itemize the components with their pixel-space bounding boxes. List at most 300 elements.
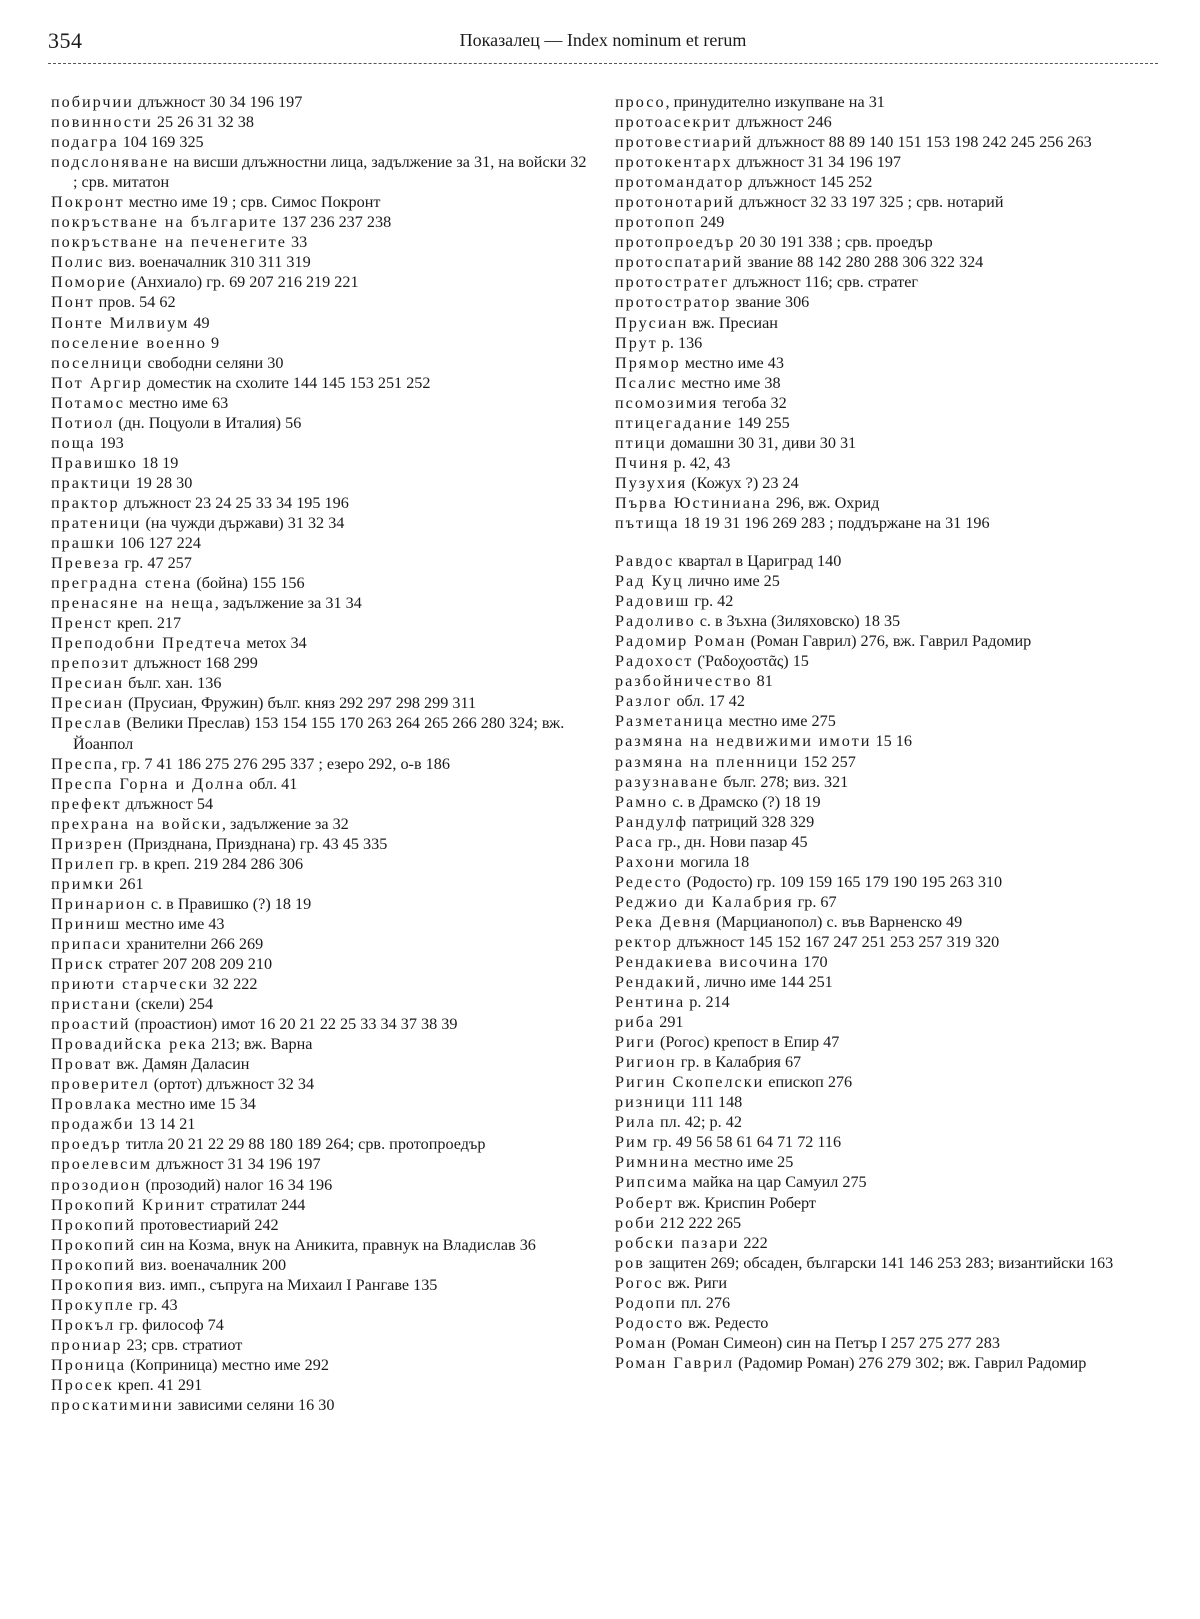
index-references: длъжност 31 34 196 197 bbox=[152, 1155, 321, 1174]
index-entry bbox=[51, 1014, 591, 1034]
index-entry bbox=[615, 453, 1155, 473]
index-headword: Понте Милвиум bbox=[51, 313, 190, 332]
index-headword: псомозимия bbox=[615, 393, 719, 412]
index-headword: Радоливо bbox=[615, 612, 696, 631]
index-headword: Прокопия bbox=[51, 1275, 135, 1294]
index-headword: Призрен bbox=[51, 834, 124, 853]
index-entry bbox=[615, 1032, 1155, 1052]
index-references: гр. в креп. 219 284 286 306 bbox=[115, 854, 304, 873]
index-references: (прозодий) налог 16 34 196 bbox=[141, 1175, 333, 1194]
index-references: р. 42, 43 bbox=[669, 453, 731, 472]
index-headword: Рендакиева височина bbox=[615, 952, 800, 971]
index-references: стратег 207 208 209 210 bbox=[104, 955, 273, 974]
index-entry bbox=[615, 353, 1155, 373]
index-headword: Проват bbox=[51, 1055, 113, 1074]
index-references: местно име 19 ; срв. Симос Покронт bbox=[124, 193, 381, 212]
index-entry bbox=[51, 1034, 591, 1054]
index-entry bbox=[51, 874, 591, 894]
index-entry bbox=[615, 1132, 1155, 1152]
index-entry bbox=[51, 974, 591, 994]
index-headword: прашки bbox=[51, 534, 116, 553]
index-headword: поселници bbox=[51, 353, 144, 372]
index-entry bbox=[615, 1333, 1155, 1353]
index-entry bbox=[51, 212, 591, 232]
index-headword: Роман bbox=[615, 1333, 668, 1352]
index-references: местно име 25 bbox=[690, 1153, 794, 1172]
index-headword: протомандатор bbox=[615, 173, 745, 192]
index-entry bbox=[615, 373, 1155, 393]
index-entry bbox=[51, 453, 591, 473]
index-headword: пристани bbox=[51, 995, 132, 1014]
index-references: 32 222 bbox=[208, 975, 258, 994]
index-entry bbox=[51, 754, 591, 774]
index-references: 296, вж. Охрид bbox=[771, 493, 880, 512]
index-headword: Рогос bbox=[615, 1273, 664, 1292]
index-entry bbox=[615, 671, 1155, 691]
index-entry bbox=[615, 292, 1155, 312]
index-headword: протокентарх bbox=[615, 153, 733, 172]
index-entry bbox=[51, 272, 591, 292]
index-entry bbox=[51, 1114, 591, 1134]
index-entry bbox=[615, 413, 1155, 433]
index-references: гр., дн. Нови пазар 45 bbox=[653, 832, 808, 851]
index-entry bbox=[615, 691, 1155, 711]
index-references: местно име 38 bbox=[677, 373, 781, 392]
index-entry bbox=[51, 1295, 591, 1315]
index-headword: Риги bbox=[615, 1033, 656, 1052]
index-references: зависими селяни 16 30 bbox=[173, 1396, 335, 1415]
index-headword: Полис bbox=[51, 253, 105, 272]
index-entry bbox=[615, 912, 1155, 932]
index-entry bbox=[51, 232, 591, 252]
index-headword: Прокупле bbox=[51, 1295, 135, 1314]
index-references: 170 bbox=[799, 952, 828, 971]
index-headword: протоасекрит bbox=[615, 113, 733, 132]
header-rule bbox=[48, 63, 1158, 64]
index-headword: Потамос bbox=[51, 393, 125, 412]
index-references: местно име 275 bbox=[724, 712, 836, 731]
index-headword: проскатимини bbox=[51, 1396, 174, 1415]
index-entry bbox=[615, 112, 1155, 132]
index-references: стратилат 244 bbox=[206, 1195, 306, 1214]
index-headword: Рад Куц bbox=[615, 572, 684, 591]
index-references: креп. 41 291 bbox=[113, 1376, 203, 1394]
index-references: (бойна) 155 156 bbox=[192, 574, 305, 593]
index-entry bbox=[615, 1353, 1155, 1373]
index-entry bbox=[51, 513, 591, 533]
index-references: , задължение за 32 bbox=[221, 814, 349, 833]
index-entry bbox=[615, 1172, 1155, 1192]
index-references: доместик на схолите 144 145 153 251 252 bbox=[142, 373, 431, 392]
index-references: длъжност 23 24 25 33 34 195 196 bbox=[119, 493, 349, 512]
index-headword: продажби bbox=[51, 1115, 135, 1134]
index-entry bbox=[51, 814, 591, 834]
index-references: (ортот) длъжност 32 34 bbox=[149, 1075, 315, 1094]
index-headword: проверител bbox=[51, 1075, 150, 1094]
index-entry bbox=[615, 872, 1155, 892]
index-headword: ректор bbox=[615, 932, 673, 951]
index-entry bbox=[615, 1072, 1155, 1092]
index-references: протовестиарий 242 bbox=[136, 1215, 279, 1234]
index-headword: Раса bbox=[615, 832, 654, 851]
index-headword: Псалис bbox=[615, 373, 678, 392]
index-entry bbox=[615, 792, 1155, 812]
index-entry bbox=[51, 473, 591, 493]
index-headword: поселение военно bbox=[51, 333, 207, 352]
index-headword: Рентина bbox=[615, 993, 686, 1012]
index-references: (проастион) имот 16 20 21 22 25 33 34 37 38 39 bbox=[130, 1015, 458, 1034]
index-entry bbox=[615, 1112, 1155, 1132]
index-entry bbox=[51, 613, 591, 633]
index-references: защитен 269; обсаден, български 141 146 253 283; византийски 163 bbox=[644, 1253, 1114, 1272]
index-entry bbox=[51, 673, 591, 693]
index-headword: преградна стена bbox=[51, 574, 193, 593]
index-references: домашни 30 31, диви 30 31 bbox=[666, 433, 857, 452]
index-headword: Преслав bbox=[51, 714, 123, 733]
index-headword: Радомир Роман bbox=[615, 632, 747, 651]
index-headword: Превеза bbox=[51, 554, 121, 573]
index-entry bbox=[51, 1335, 591, 1355]
index-entry bbox=[615, 852, 1155, 872]
index-headword: Преспа bbox=[51, 754, 114, 773]
index-headword: прониар bbox=[51, 1335, 123, 1354]
index-references: 149 255 bbox=[733, 413, 790, 432]
index-headword: побирчии bbox=[51, 93, 134, 111]
index-headword: проедър bbox=[51, 1135, 122, 1154]
index-entry bbox=[615, 1293, 1155, 1313]
index-references: пл. 42; р. 42 bbox=[655, 1113, 742, 1132]
index-entry bbox=[615, 132, 1155, 152]
index-references: 152 257 bbox=[799, 752, 856, 771]
index-entry bbox=[615, 92, 1155, 112]
index-headword: припаси bbox=[51, 934, 123, 953]
index-headword: практици bbox=[51, 473, 132, 492]
index-headword: Прямор bbox=[615, 353, 681, 372]
index-references: тегоба 32 bbox=[718, 393, 787, 412]
index-references: 15 16 bbox=[871, 732, 912, 751]
index-references: длъжност 31 34 196 197 bbox=[732, 153, 902, 172]
index-entry bbox=[51, 1094, 591, 1114]
index-references: длъжност 32 33 197 325 ; срв. нотарий bbox=[735, 193, 1004, 212]
index-entry bbox=[51, 1054, 591, 1074]
index-entry bbox=[51, 1134, 591, 1154]
index-entry bbox=[615, 1052, 1155, 1072]
index-references: пров. 54 62 bbox=[94, 293, 176, 312]
index-headword: проастий bbox=[51, 1015, 131, 1034]
index-references: 222 bbox=[739, 1233, 768, 1252]
index-entry bbox=[51, 353, 591, 373]
index-headword: Ригион bbox=[615, 1053, 677, 1072]
index-entry bbox=[615, 571, 1155, 591]
index-entry bbox=[615, 651, 1155, 671]
index-entry bbox=[51, 393, 591, 413]
index-entry bbox=[51, 132, 591, 152]
index-references: 23; срв. стратиот bbox=[122, 1335, 243, 1354]
index-headword: Роберт bbox=[615, 1193, 674, 1212]
index-references: вж. Редесто bbox=[684, 1313, 769, 1332]
index-headword: протопроедър bbox=[615, 233, 736, 252]
index-headword: разузнаване bbox=[615, 772, 720, 791]
index-references: (Роман Симеон) син на Петър I 257 275 277 283 bbox=[667, 1333, 1000, 1352]
index-entry bbox=[615, 1152, 1155, 1172]
index-entry bbox=[51, 1215, 591, 1235]
index-headword: Провадийска река bbox=[51, 1035, 208, 1054]
index-headword: Приниш bbox=[51, 914, 122, 933]
index-entry bbox=[615, 551, 1155, 571]
index-headword: протостратор bbox=[615, 293, 732, 312]
index-headword: Роман Гаврил bbox=[615, 1353, 735, 1372]
index-headword: Провлака bbox=[51, 1095, 133, 1114]
index-entry bbox=[51, 914, 591, 934]
index-references: длъжност 116; срв. стратег bbox=[729, 273, 919, 292]
index-headword: протопоп bbox=[615, 213, 697, 232]
index-references: гр. 42 bbox=[690, 592, 734, 611]
index-headword: Римнина bbox=[615, 1153, 691, 1172]
index-entry bbox=[51, 333, 591, 353]
index-references: хранителни 266 269 bbox=[122, 934, 264, 953]
index-entry bbox=[51, 1315, 591, 1335]
index-references: р. 136 bbox=[657, 333, 703, 352]
index-references: бълг. хан. 136 bbox=[124, 674, 222, 693]
index-references: длъжност 246 bbox=[732, 113, 832, 132]
index-headword: просо bbox=[615, 93, 666, 111]
index-headword: Рим bbox=[615, 1133, 649, 1152]
index-headword: протовестиарий bbox=[615, 133, 754, 152]
index-entry bbox=[51, 653, 591, 673]
index-references: 33 bbox=[286, 233, 308, 252]
index-entry bbox=[51, 252, 591, 272]
index-column-left bbox=[51, 92, 591, 1415]
index-references: вж. Пресиан bbox=[688, 313, 778, 332]
index-entry bbox=[51, 112, 591, 132]
index-entry bbox=[51, 1255, 591, 1275]
index-headword: Рила bbox=[615, 1113, 656, 1132]
index-references: (Роман Гаврил) 276, вж. Гаврил Радомир bbox=[746, 632, 1032, 651]
index-headword: Рахони bbox=[615, 852, 677, 871]
index-headword: пътища bbox=[615, 513, 680, 532]
index-references: обл. 41 bbox=[245, 774, 298, 793]
index-entry bbox=[615, 252, 1155, 272]
index-references: вж. Риги bbox=[663, 1273, 728, 1292]
index-references: местно име 63 bbox=[124, 393, 229, 412]
index-headword: подслоняване bbox=[51, 153, 170, 172]
index-headword: Прокъл bbox=[51, 1315, 116, 1334]
index-entry bbox=[51, 373, 591, 393]
index-references: длъжност 88 89 140 151 153 198 242 245 256 263 bbox=[753, 133, 1092, 152]
index-entry bbox=[615, 473, 1155, 493]
index-headword: Родосто bbox=[615, 1313, 685, 1332]
index-headword: Равдос bbox=[615, 552, 675, 571]
index-references: 137 236 237 238 bbox=[277, 213, 392, 232]
index-references: майка на цар Самуил 275 bbox=[688, 1173, 867, 1192]
index-entry bbox=[615, 172, 1155, 192]
index-references: (Родосто) гр. 109 159 165 179 190 195 263 310 bbox=[682, 872, 1003, 891]
index-entry bbox=[51, 1195, 591, 1215]
index-references: виз. военачалник 200 bbox=[136, 1255, 287, 1274]
index-entry bbox=[51, 152, 591, 192]
index-headword: Реджио ди Калабрия bbox=[615, 892, 794, 911]
index-references: гр. в Калабрия 67 bbox=[676, 1053, 802, 1072]
index-references: 111 148 bbox=[686, 1093, 743, 1112]
index-references: (Кожух ?) 23 24 bbox=[687, 473, 799, 492]
index-headword: прехрана на войски bbox=[51, 814, 222, 833]
index-references: 19 28 30 bbox=[131, 473, 193, 492]
index-entry bbox=[615, 272, 1155, 292]
index-headword: Прут bbox=[615, 333, 658, 352]
index-headword: Разметаница bbox=[615, 712, 725, 731]
index-entry bbox=[51, 413, 591, 433]
index-headword: Радохост bbox=[615, 652, 694, 671]
index-entry bbox=[51, 533, 591, 553]
index-references: (Коприница) местно име 292 bbox=[126, 1355, 329, 1374]
index-entry bbox=[615, 892, 1155, 912]
index-entry bbox=[51, 794, 591, 814]
index-references: , лично име 144 251 bbox=[696, 973, 833, 992]
index-entry bbox=[51, 854, 591, 874]
index-entry bbox=[51, 713, 591, 753]
index-headword: птици bbox=[615, 433, 667, 452]
index-entry bbox=[51, 1235, 591, 1255]
index-entry bbox=[51, 1074, 591, 1094]
index-headword: Разлог bbox=[615, 692, 673, 711]
index-references: лично име 25 bbox=[683, 572, 780, 591]
index-references: местно име 43 bbox=[680, 353, 784, 372]
index-references: 18 19 31 196 269 283 ; поддържане на 31 196 bbox=[679, 513, 990, 532]
index-headword: Принарион bbox=[51, 894, 147, 913]
index-references: 106 127 224 bbox=[115, 534, 201, 553]
index-references: могила 18 bbox=[676, 852, 750, 871]
index-entry bbox=[615, 393, 1155, 413]
index-headword: Прусиан bbox=[615, 313, 689, 332]
index-headword: Понт bbox=[51, 293, 95, 312]
index-entry bbox=[615, 433, 1155, 453]
index-entry bbox=[51, 1154, 591, 1174]
index-headword: размяна на недвижими имоти bbox=[615, 732, 872, 751]
index-headword: Река Девня bbox=[615, 912, 713, 931]
index-references: 20 30 191 338 ; срв. проедър bbox=[735, 233, 933, 252]
index-headword: робски пазари bbox=[615, 1233, 740, 1252]
index-entry bbox=[615, 731, 1155, 751]
index-headword: Просек bbox=[51, 1376, 114, 1394]
index-headword: протоспатарий bbox=[615, 253, 744, 272]
index-references: р. 214 bbox=[685, 993, 730, 1012]
index-references: с. в Зъхна (Зиляховско) 18 35 bbox=[695, 612, 901, 631]
index-headword: Редесто bbox=[615, 872, 683, 891]
index-references: 261 bbox=[115, 874, 144, 893]
index-references: , задължение за 31 34 bbox=[214, 594, 362, 613]
index-references: (Радомир Роман) 276 279 302; вж. Гаврил Радомир bbox=[734, 1353, 1087, 1372]
index-headword: прозодион bbox=[51, 1175, 142, 1194]
index-references: (Прусиан, Фружин) бълг. княз 292 297 298 299 311 bbox=[124, 694, 477, 713]
index-entry bbox=[615, 1253, 1155, 1273]
index-references: звание 88 142 280 288 306 322 324 bbox=[743, 253, 984, 272]
index-entry bbox=[51, 774, 591, 794]
index-headword: подагра bbox=[51, 133, 119, 152]
index-entry bbox=[51, 834, 591, 854]
index-headword: Прокопий bbox=[51, 1215, 137, 1234]
index-headword: пратеници bbox=[51, 513, 142, 532]
index-headword: роби bbox=[615, 1213, 657, 1232]
index-headword: Пот Аргир bbox=[51, 373, 143, 392]
index-headword: Първа Юстиниана bbox=[615, 493, 772, 512]
index-references: с. в Правишко (?) 18 19 bbox=[146, 894, 312, 913]
index-entry bbox=[615, 832, 1155, 852]
index-headword: протостратег bbox=[615, 273, 730, 292]
index-headword: Прокопий Кринит bbox=[51, 1195, 207, 1214]
index-entry bbox=[615, 772, 1155, 792]
index-entry bbox=[51, 693, 591, 713]
index-entry bbox=[51, 994, 591, 1014]
index-headword: Преспа Горна и Долна bbox=[51, 774, 246, 793]
index-references: титла 20 21 22 29 88 180 189 264; срв. протопроедър bbox=[121, 1135, 486, 1154]
index-headword: Прокопий bbox=[51, 1255, 137, 1274]
index-headword: птицегадание bbox=[615, 413, 734, 432]
index-references: гр. 67 bbox=[793, 892, 837, 911]
index-entry bbox=[615, 631, 1155, 651]
index-entry bbox=[615, 232, 1155, 252]
index-headword: Прокопий bbox=[51, 1235, 137, 1254]
index-references: гр. 43 bbox=[134, 1295, 178, 1314]
index-headword: Пчиня bbox=[615, 453, 670, 472]
index-entry bbox=[51, 1175, 591, 1195]
index-entry bbox=[615, 212, 1155, 232]
index-references: (Ῥαδοχοστᾶς) 15 bbox=[693, 652, 809, 671]
index-references: 49 bbox=[189, 313, 210, 332]
index-references: гр. 49 56 58 61 64 71 72 116 bbox=[648, 1133, 842, 1152]
index-references: гр. 47 257 bbox=[120, 554, 192, 573]
index-references: 104 169 325 bbox=[118, 133, 204, 152]
index-headword: Ригин Скопелски bbox=[615, 1073, 765, 1092]
index-references: , гр. 7 41 186 275 276 295 337 ; езеро 292, о-в 186 bbox=[113, 754, 450, 773]
index-references: 249 bbox=[696, 213, 725, 232]
index-entry bbox=[615, 513, 1155, 533]
index-references: вж. Криспин Роберт bbox=[673, 1193, 816, 1212]
index-headword: Приск bbox=[51, 955, 105, 974]
index-entry bbox=[615, 591, 1155, 611]
index-references: (Призднана, Призднана) гр. 43 45 335 bbox=[123, 834, 388, 853]
index-entry bbox=[615, 1012, 1155, 1032]
index-headword: проелевсим bbox=[51, 1155, 153, 1174]
index-headword: практор bbox=[51, 493, 120, 512]
index-entry bbox=[615, 333, 1155, 353]
index-headword: Поморие bbox=[51, 273, 127, 292]
index-headword: повинности bbox=[51, 113, 153, 132]
index-headword: разбойничество bbox=[615, 672, 753, 691]
index-references: виз. военачалник 310 311 319 bbox=[104, 253, 311, 272]
index-references: длъжност 54 bbox=[121, 794, 214, 813]
index-references: (Велики Преслав) 153 154 155 170 263 264 265 266 280 324; вж. Йоанпол bbox=[73, 714, 565, 753]
index-headword: Пресиан bbox=[51, 674, 125, 693]
index-references: квартал в Цариград 140 bbox=[674, 552, 842, 571]
index-headword: ров bbox=[615, 1253, 645, 1272]
index-entry bbox=[615, 313, 1155, 333]
index-headword: Проница bbox=[51, 1355, 127, 1374]
index-entry bbox=[615, 1092, 1155, 1112]
index-headword: ризници bbox=[615, 1093, 687, 1112]
index-headword: Покронт bbox=[51, 193, 125, 212]
index-headword: покръстване на българите bbox=[51, 213, 278, 232]
index-entry bbox=[51, 1275, 591, 1295]
index-references: свободни селяни 30 bbox=[143, 353, 284, 372]
index-column-right bbox=[615, 92, 1155, 1373]
index-entry bbox=[615, 952, 1155, 972]
index-references: 13 14 21 bbox=[134, 1115, 196, 1134]
index-references: 81 bbox=[752, 672, 773, 691]
index-entry bbox=[615, 152, 1155, 172]
index-references: 25 26 31 32 38 bbox=[152, 113, 254, 132]
index-entry bbox=[615, 1273, 1155, 1293]
section-gap bbox=[615, 533, 1155, 551]
